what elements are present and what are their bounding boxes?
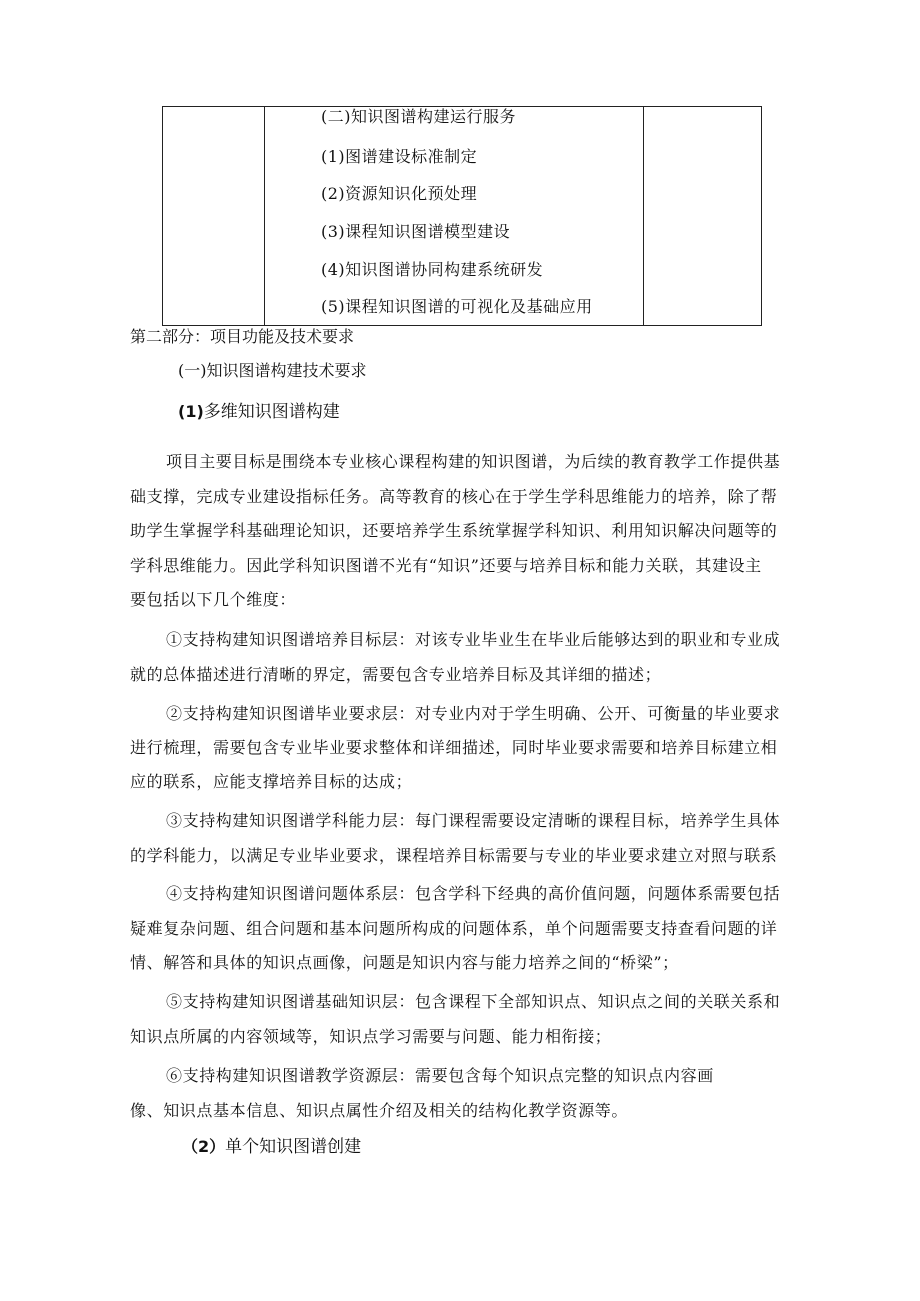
heading-1-text: 多维知识图谱构建 <box>203 402 340 422</box>
item-line: ④支持构建知识图谱问题体系层：包含学科下经典的高价值问题，问题体系需要包括 <box>166 884 781 903</box>
intro-line: 助学生掌握学科基础理论知识，还要培养学生系统掌握学科知识、利用知识解决问题等的 <box>130 521 778 540</box>
heading-1-number: (1) <box>178 402 204 421</box>
item-line: 的学科能力，以满足专业毕业要求，课程培养目标需要与专业的毕业要求建立对照与联系 <box>130 846 778 865</box>
heading-1 <box>178 402 340 422</box>
item-line: ⑥支持构建知识图谱教学资源层：需要包含每个知识点完整的知识点内容画 <box>166 1066 714 1085</box>
table-divider-right <box>643 107 644 325</box>
table-line: (二)知识图谱构建运行服务 <box>321 107 516 126</box>
item-line: ①支持构建知识图谱培养目标层：对该专业毕业生在毕业后能够达到的职业和专业成 <box>166 630 781 649</box>
intro-line: 础支撑，完成专业建设指标任务。高等教育的核心在于学生学科思维能力的培养，除了帮 <box>130 487 778 506</box>
services-table <box>162 106 762 326</box>
item-line: 知识点所属的内容领域等，知识点学习需要与问题、能力相衔接； <box>130 1027 612 1046</box>
item-line: 进行梳理，需要包含专业毕业要求整体和详细描述，同时毕业要求需要和培养目标建立相 <box>130 738 778 757</box>
item-line: 应的联系，应能支撑培养目标的达成； <box>130 772 413 791</box>
item-line: ②支持构建知识图谱毕业要求层：对专业内对于学生明确、公开、可衡量的毕业要求 <box>166 704 781 723</box>
intro-line: 要包括以下几个维度： <box>130 590 297 609</box>
heading-2-text: 单个知识图谱创建 <box>225 1137 362 1157</box>
heading-2-number: （2） <box>182 1137 226 1156</box>
part-title: 第二部分：项目功能及技术要求 <box>130 327 355 346</box>
table-line: (2)资源知识化预处理 <box>321 184 478 203</box>
intro-line: 项目主要目标是围绕本专业核心课程构建的知识图谱，为后续的教育教学工作提供基 <box>166 452 781 471</box>
table-line: (3)课程知识图谱模型建设 <box>321 222 511 241</box>
item-line: 就的总体描述进行清晰的界定，需要包含专业培养目标及其详细的描述； <box>130 665 662 684</box>
table-line: (1)图谱建设标准制定 <box>321 147 478 166</box>
table-line: (5)课程知识图谱的可视化及基础应用 <box>321 297 593 316</box>
item-line: 情、解答和具体的知识点画像，问题是知识内容与能力培养之间的“桥梁”； <box>130 953 679 972</box>
item-line: 像、知识点基本信息、知识点属性介绍及相关的结构化教学资源等。 <box>130 1101 629 1120</box>
table-divider-left <box>264 107 265 325</box>
section-title: (一)知识图谱构建技术要求 <box>178 361 367 380</box>
item-line: ⑤支持构建知识图谱基础知识层：包含课程下全部知识点、知识点之间的关联关系和 <box>166 992 781 1011</box>
table-line: (4)知识图谱协同构建系统研发 <box>321 260 544 279</box>
item-line: 疑难复杂问题、组合问题和基本问题所构成的问题体系，单个问题需要支持查看问题的详 <box>130 919 778 938</box>
item-line: ③支持构建知识图谱学科能力层：每门课程需要设定清晰的课程目标，培养学生具体 <box>166 811 781 830</box>
intro-line: 学科思维能力。因此学科知识图谱不光有“知识”还要与培养目标和能力关联，其建设主 <box>130 556 762 575</box>
heading-2 <box>182 1137 361 1157</box>
